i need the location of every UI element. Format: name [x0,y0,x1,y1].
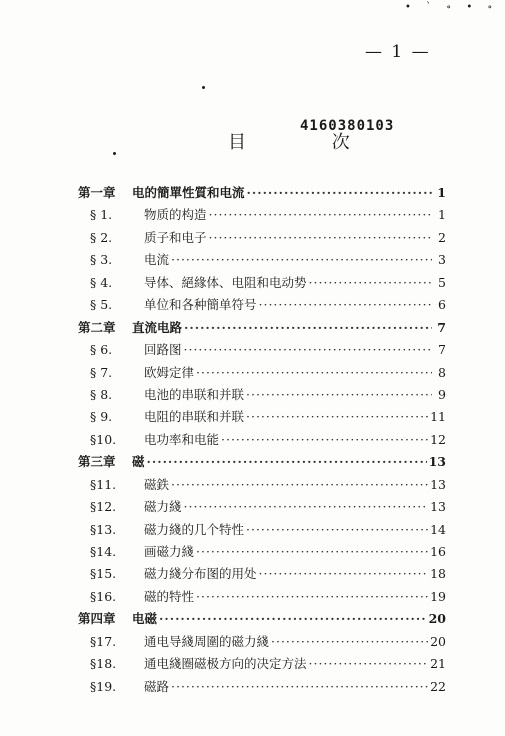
catalog-stamp: 4160380103 [300,118,395,134]
dot-leader [159,611,427,626]
toc-section-row [78,654,446,676]
toc-entry-page: 18 [430,566,446,582]
toc-entry-title: 磁的特性 [144,588,195,604]
toc-entry-title: 磁力綫的几个特性 [144,521,245,537]
toc-entry-title: 回路图 [144,342,182,358]
toc-entry-number: §16. [90,588,117,604]
scan-marks: • ` ∘ • ∘ [405,2,499,13]
dot-leader [209,207,432,222]
toc-entry-page: 11 [430,409,446,425]
toc-section-row [78,497,446,519]
dot-leader [246,409,428,424]
dot-leader [184,342,432,357]
toc-section-row [78,542,446,564]
dot-leader [184,499,429,514]
dot-leader [147,454,427,469]
toc-section-row [78,295,446,317]
toc-entry-number: § 2. [90,229,113,245]
toc-entry-title: 单位和各种簡单符号 [144,297,257,313]
dot-leader [196,589,428,604]
toc-entry-title: 质子和电子 [144,229,207,245]
toc-chapter-row [78,452,446,474]
toc-entry-page: 13 [428,454,446,470]
toc-entry-page: 16 [430,544,446,559]
toc-section-row [78,228,446,250]
toc-chapter-row [78,183,446,205]
dot-leader [171,252,432,267]
dot-leader [247,185,432,200]
toc-section-row [78,273,446,295]
toc-entry-number: 第一章 [78,185,116,200]
toc-entry-number: § 8. [90,386,113,402]
toc-entry-number: § 5. [90,297,113,313]
page-title: 目 次 [228,132,390,153]
toc-entry-page: 1 [437,185,446,200]
toc-entry-number: 第四章 [78,611,116,627]
toc-entry-number: § 4. [90,274,113,290]
toc-entry-title: 磁 [132,454,145,470]
toc-section-row [78,587,446,609]
toc-entry-page: 12 [430,431,446,447]
toc-entry-page: 9 [438,386,446,402]
toc-section-row [78,340,446,362]
toc-entry-number: §19. [90,678,117,694]
toc-entry-page: 1 [438,207,446,223]
scan-speck [113,152,116,155]
dot-leader [221,432,428,447]
toc-entry-number: § 6. [90,342,113,358]
toc-entry-page: 5 [438,274,446,290]
toc-section-row [78,632,446,654]
toc-section-row [78,407,446,429]
toc-entry-title: 通电导綫周圍的磁力綫 [144,633,270,649]
dot-leader [171,477,428,492]
toc-entry-title: 直流电路 [132,319,183,335]
toc-section-row [78,205,446,227]
toc-entry-title: 电磁 [132,611,158,627]
dot-leader [196,544,428,559]
toc-entry-page: 19 [430,588,446,604]
toc-entry-number: § 3. [90,252,113,268]
toc-entry-page: 13 [430,499,446,515]
toc-entry-title: 电功率和电能 [144,431,220,447]
toc-entry-page: 21 [430,656,446,672]
toc-entry-title: 磁鉄 [144,476,170,492]
toc-entry-page: 22 [430,678,446,694]
toc-entry-title: 画磁力綫 [144,544,195,559]
toc-entry-number: §14. [90,544,117,559]
toc-section-row [78,430,446,452]
dot-leader [171,679,428,694]
dot-leader [271,634,428,649]
dot-leader [309,656,429,671]
toc-entry-title: 通电綫圈磁极方向的决定方法 [144,656,307,672]
toc-section-row [78,363,446,385]
toc-entry-title: 欧姆定律 [144,364,195,380]
toc-entry-number: § 1. [90,207,113,223]
toc-entry-title: 磁力綫分布图的用处 [144,566,257,582]
toc-entry-title: 物质的构造 [144,207,207,223]
page-number: — 1 — [365,42,431,62]
toc-entry-number: §10. [90,431,117,447]
dot-leader [246,387,432,402]
toc-entry-page: 13 [430,476,446,492]
toc-section-row [78,677,446,699]
toc-section-row [78,564,446,586]
toc-entry-page: 7 [438,342,446,358]
toc-entry-number: §12. [90,499,117,515]
toc-entry-title: 电的簡單性質和电流 [132,185,245,200]
toc-entry-number: §13. [90,521,117,537]
dot-leader [259,297,432,312]
toc-chapter-row [78,318,446,340]
scan-speck [202,86,205,89]
toc-entry-page: 8 [438,364,446,380]
toc-entry-page: 20 [428,611,446,627]
toc-entry-page: 20 [430,633,446,649]
toc-section-row [78,520,446,542]
toc-chapter-row [78,609,446,631]
toc-entry-title: 磁路 [144,678,170,694]
toc-entry-number: §18. [90,656,117,672]
toc-entry-number: 第三章 [78,454,116,470]
toc-entry-title: 电流 [144,252,170,268]
toc-entry-number: §11. [90,476,117,492]
dot-leader [184,320,432,335]
toc-entry-number: § 7. [90,364,113,380]
dot-leader [246,522,428,537]
toc-entry-title: 磁力綫 [144,499,182,515]
dot-leader [259,566,429,581]
toc-section-row [78,250,446,272]
toc-entry-title: 电池的串联和并联 [144,386,245,402]
toc-entry-title: 电阻的串联和并联 [144,409,245,425]
toc-entry-page: 2 [438,229,446,245]
dot-leader [209,230,432,245]
toc-entry-number: 第二章 [78,319,116,335]
toc-entry-number: §15. [90,566,117,582]
toc-section-row [78,385,446,407]
table-of-contents [78,183,446,699]
toc-entry-page: 3 [438,252,446,268]
toc-entry-title: 导体、絕緣体、电阻和电动势 [144,274,307,290]
dot-leader [196,365,432,380]
dot-leader [309,275,432,290]
toc-entry-page: 6 [438,297,446,313]
toc-entry-page: 7 [437,319,446,335]
toc-entry-page: 14 [430,521,446,537]
toc-entry-number: § 9. [90,409,113,425]
toc-section-row [78,475,446,497]
toc-entry-number: §17. [90,633,117,649]
